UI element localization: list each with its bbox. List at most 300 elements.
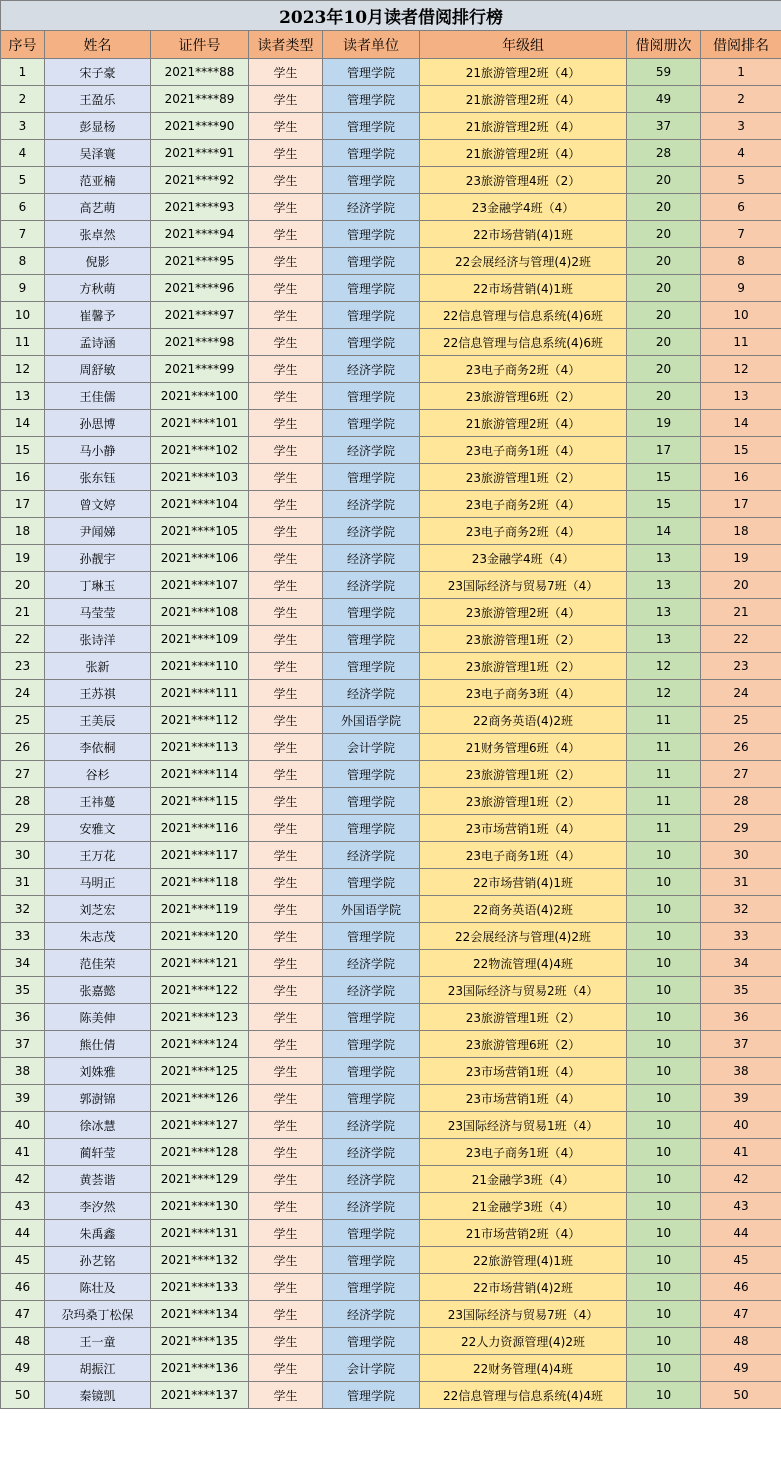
- table-row: [1, 302, 781, 329]
- cell-grade: 22旅游管理(4)1班: [420, 1247, 627, 1274]
- cell-grade: 21金融学3班（4）: [420, 1193, 627, 1220]
- cell-reader-unit: 管理学院: [323, 923, 420, 950]
- cell-reader-type: 学生: [249, 1085, 323, 1112]
- cell-seq: 16: [1, 464, 45, 491]
- cell-borrow-count: 10: [627, 869, 701, 896]
- cell-borrow-count: 20: [627, 329, 701, 356]
- cell-reader-unit: 经济学院: [323, 194, 420, 221]
- cell-reader-unit: 管理学院: [323, 626, 420, 653]
- cell-grade: 23电子商务1班（4）: [420, 437, 627, 464]
- cell-borrow-count: 12: [627, 680, 701, 707]
- cell-borrow-rank: 35: [701, 977, 781, 1004]
- cell-borrow-rank: 17: [701, 491, 781, 518]
- cell-borrow-rank: 32: [701, 896, 781, 923]
- cell-reader-unit: 会计学院: [323, 734, 420, 761]
- cell-id: 2021****106: [151, 545, 249, 572]
- cell-borrow-count: 10: [627, 896, 701, 923]
- cell-reader-type: 学生: [249, 437, 323, 464]
- cell-seq: 24: [1, 680, 45, 707]
- cell-grade: 23国际经济与贸易2班（4）: [420, 977, 627, 1004]
- cell-reader-type: 学生: [249, 383, 323, 410]
- cell-grade: 23国际经济与贸易7班（4）: [420, 1301, 627, 1328]
- cell-name: 王苏祺: [45, 680, 151, 707]
- table-row: [1, 1031, 781, 1058]
- table-row: [1, 923, 781, 950]
- cell-borrow-count: 11: [627, 734, 701, 761]
- cell-borrow-rank: 49: [701, 1355, 781, 1382]
- cell-name: 孙靓宇: [45, 545, 151, 572]
- cell-grade: 23电子商务3班（4）: [420, 680, 627, 707]
- cell-reader-unit: 管理学院: [323, 1274, 420, 1301]
- cell-name: 孙艺铭: [45, 1247, 151, 1274]
- header-borrow-rank: 借阅排名: [701, 31, 781, 59]
- cell-grade: 21旅游管理2班（4）: [420, 410, 627, 437]
- table-row: [1, 1193, 781, 1220]
- cell-grade: 23旅游管理2班（4）: [420, 599, 627, 626]
- cell-id: 2021****99: [151, 356, 249, 383]
- cell-grade: 23旅游管理1班（2）: [420, 626, 627, 653]
- cell-reader-type: 学生: [249, 788, 323, 815]
- cell-seq: 8: [1, 248, 45, 275]
- cell-seq: 19: [1, 545, 45, 572]
- cell-borrow-count: 10: [627, 1247, 701, 1274]
- table-row: [1, 950, 781, 977]
- cell-seq: 37: [1, 1031, 45, 1058]
- cell-name: 陈美伸: [45, 1004, 151, 1031]
- cell-borrow-rank: 36: [701, 1004, 781, 1031]
- cell-borrow-count: 11: [627, 788, 701, 815]
- table-row: [1, 1058, 781, 1085]
- table-row: [1, 1247, 781, 1274]
- cell-id: 2021****120: [151, 923, 249, 950]
- table-row: [1, 977, 781, 1004]
- cell-name: 宋子豪: [45, 59, 151, 86]
- cell-name: 胡振江: [45, 1355, 151, 1382]
- cell-reader-type: 学生: [249, 653, 323, 680]
- cell-grade: 22会展经济与管理(4)2班: [420, 923, 627, 950]
- cell-borrow-rank: 39: [701, 1085, 781, 1112]
- cell-borrow-count: 19: [627, 410, 701, 437]
- cell-seq: 44: [1, 1220, 45, 1247]
- cell-seq: 9: [1, 275, 45, 302]
- cell-name: 刘姝雅: [45, 1058, 151, 1085]
- cell-borrow-count: 13: [627, 626, 701, 653]
- cell-reader-type: 学生: [249, 356, 323, 383]
- table-row: [1, 653, 781, 680]
- cell-reader-type: 学生: [249, 734, 323, 761]
- table-row: [1, 572, 781, 599]
- cell-seq: 50: [1, 1382, 45, 1409]
- cell-reader-unit: 管理学院: [323, 464, 420, 491]
- cell-grade: 22信息管理与信息系统(4)4班: [420, 1382, 627, 1409]
- cell-name: 李汐然: [45, 1193, 151, 1220]
- cell-seq: 32: [1, 896, 45, 923]
- cell-reader-type: 学生: [249, 1274, 323, 1301]
- cell-id: 2021****100: [151, 383, 249, 410]
- cell-id: 2021****112: [151, 707, 249, 734]
- cell-grade: 23旅游管理6班（2）: [420, 1031, 627, 1058]
- table-row: [1, 329, 781, 356]
- cell-borrow-rank: 44: [701, 1220, 781, 1247]
- cell-borrow-rank: 41: [701, 1139, 781, 1166]
- cell-reader-unit: 经济学院: [323, 356, 420, 383]
- cell-reader-unit: 管理学院: [323, 1247, 420, 1274]
- cell-name: 王盈乐: [45, 86, 151, 113]
- cell-grade: 23金融学4班（4）: [420, 194, 627, 221]
- cell-id: 2021****123: [151, 1004, 249, 1031]
- cell-reader-unit: 经济学院: [323, 1112, 420, 1139]
- cell-reader-type: 学生: [249, 59, 323, 86]
- cell-grade: 22市场营销(4)1班: [420, 221, 627, 248]
- table-row: [1, 437, 781, 464]
- cell-reader-type: 学生: [249, 275, 323, 302]
- table-row: [1, 1274, 781, 1301]
- cell-seq: 46: [1, 1274, 45, 1301]
- cell-name: 安雅文: [45, 815, 151, 842]
- cell-borrow-rank: 50: [701, 1382, 781, 1409]
- cell-id: 2021****98: [151, 329, 249, 356]
- cell-reader-unit: 管理学院: [323, 113, 420, 140]
- cell-reader-unit: 管理学院: [323, 275, 420, 302]
- cell-name: 郭澍锦: [45, 1085, 151, 1112]
- cell-seq: 31: [1, 869, 45, 896]
- table-row: [1, 518, 781, 545]
- cell-reader-type: 学生: [249, 1301, 323, 1328]
- cell-name: 李依桐: [45, 734, 151, 761]
- cell-reader-unit: 经济学院: [323, 545, 420, 572]
- cell-borrow-rank: 22: [701, 626, 781, 653]
- cell-id: 2021****96: [151, 275, 249, 302]
- cell-reader-type: 学生: [249, 923, 323, 950]
- cell-name: 崔馨予: [45, 302, 151, 329]
- cell-borrow-rank: 11: [701, 329, 781, 356]
- cell-id: 2021****90: [151, 113, 249, 140]
- table-row: [1, 167, 781, 194]
- cell-borrow-count: 20: [627, 221, 701, 248]
- table-row: [1, 248, 781, 275]
- cell-borrow-rank: 9: [701, 275, 781, 302]
- cell-borrow-rank: 10: [701, 302, 781, 329]
- table-row: [1, 221, 781, 248]
- cell-borrow-rank: 5: [701, 167, 781, 194]
- table-row: [1, 869, 781, 896]
- cell-reader-unit: 管理学院: [323, 410, 420, 437]
- cell-reader-type: 学生: [249, 86, 323, 113]
- cell-id: 2021****124: [151, 1031, 249, 1058]
- cell-borrow-count: 37: [627, 113, 701, 140]
- table-row: [1, 842, 781, 869]
- cell-borrow-rank: 28: [701, 788, 781, 815]
- cell-id: 2021****122: [151, 977, 249, 1004]
- table-row: [1, 356, 781, 383]
- header-row: [1, 31, 781, 59]
- cell-reader-type: 学生: [249, 1031, 323, 1058]
- cell-name: 孙思博: [45, 410, 151, 437]
- cell-borrow-count: 20: [627, 167, 701, 194]
- cell-reader-unit: 经济学院: [323, 491, 420, 518]
- cell-borrow-rank: 16: [701, 464, 781, 491]
- cell-borrow-count: 10: [627, 1193, 701, 1220]
- cell-reader-type: 学生: [249, 1058, 323, 1085]
- cell-id: 2021****133: [151, 1274, 249, 1301]
- cell-borrow-count: 13: [627, 599, 701, 626]
- cell-seq: 43: [1, 1193, 45, 1220]
- cell-borrow-count: 15: [627, 491, 701, 518]
- cell-seq: 40: [1, 1112, 45, 1139]
- cell-name: 周舒敏: [45, 356, 151, 383]
- cell-id: 2021****130: [151, 1193, 249, 1220]
- cell-reader-type: 学生: [249, 302, 323, 329]
- cell-seq: 7: [1, 221, 45, 248]
- cell-seq: 41: [1, 1139, 45, 1166]
- cell-grade: 23旅游管理1班（2）: [420, 761, 627, 788]
- cell-id: 2021****88: [151, 59, 249, 86]
- cell-borrow-count: 49: [627, 86, 701, 113]
- cell-id: 2021****93: [151, 194, 249, 221]
- cell-reader-type: 学生: [249, 491, 323, 518]
- cell-id: 2021****134: [151, 1301, 249, 1328]
- cell-grade: 21市场营销2班（4）: [420, 1220, 627, 1247]
- cell-name: 熊仕倩: [45, 1031, 151, 1058]
- cell-id: 2021****116: [151, 815, 249, 842]
- cell-reader-unit: 管理学院: [323, 167, 420, 194]
- header-seq: 序号: [1, 31, 45, 59]
- table-row: [1, 1382, 781, 1409]
- cell-borrow-rank: 24: [701, 680, 781, 707]
- cell-reader-unit: 管理学院: [323, 383, 420, 410]
- cell-id: 2021****95: [151, 248, 249, 275]
- cell-reader-unit: 管理学院: [323, 140, 420, 167]
- cell-id: 2021****136: [151, 1355, 249, 1382]
- cell-borrow-rank: 15: [701, 437, 781, 464]
- cell-id: 2021****128: [151, 1139, 249, 1166]
- cell-seq: 27: [1, 761, 45, 788]
- cell-id: 2021****110: [151, 653, 249, 680]
- cell-name: 马小静: [45, 437, 151, 464]
- cell-borrow-count: 10: [627, 950, 701, 977]
- cell-seq: 49: [1, 1355, 45, 1382]
- cell-grade: 23电子商务1班（4）: [420, 1139, 627, 1166]
- cell-borrow-count: 10: [627, 1328, 701, 1355]
- cell-borrow-rank: 25: [701, 707, 781, 734]
- cell-name: 尕玛桑丁松保: [45, 1301, 151, 1328]
- cell-borrow-rank: 13: [701, 383, 781, 410]
- cell-borrow-count: 20: [627, 383, 701, 410]
- cell-grade: 22财务管理(4)4班: [420, 1355, 627, 1382]
- cell-borrow-rank: 4: [701, 140, 781, 167]
- cell-borrow-count: 20: [627, 248, 701, 275]
- cell-name: 朱禹鑫: [45, 1220, 151, 1247]
- cell-reader-type: 学生: [249, 896, 323, 923]
- cell-seq: 30: [1, 842, 45, 869]
- cell-grade: 23电子商务2班（4）: [420, 518, 627, 545]
- table-row: [1, 1085, 781, 1112]
- cell-borrow-count: 13: [627, 545, 701, 572]
- cell-borrow-rank: 12: [701, 356, 781, 383]
- cell-borrow-count: 10: [627, 1355, 701, 1382]
- cell-reader-unit: 管理学院: [323, 815, 420, 842]
- cell-name: 王美辰: [45, 707, 151, 734]
- header-borrow-count: 借阅册次: [627, 31, 701, 59]
- cell-id: 2021****92: [151, 167, 249, 194]
- cell-reader-unit: 管理学院: [323, 59, 420, 86]
- cell-id: 2021****101: [151, 410, 249, 437]
- cell-id: 2021****91: [151, 140, 249, 167]
- cell-borrow-rank: 19: [701, 545, 781, 572]
- table-row: [1, 545, 781, 572]
- cell-reader-unit: 管理学院: [323, 1328, 420, 1355]
- cell-borrow-count: 10: [627, 842, 701, 869]
- cell-seq: 42: [1, 1166, 45, 1193]
- cell-name: 蔺轩莹: [45, 1139, 151, 1166]
- cell-reader-type: 学生: [249, 545, 323, 572]
- table-row: [1, 275, 781, 302]
- cell-id: 2021****94: [151, 221, 249, 248]
- cell-id: 2021****135: [151, 1328, 249, 1355]
- cell-name: 秦镜凯: [45, 1382, 151, 1409]
- cell-reader-type: 学生: [249, 1382, 323, 1409]
- cell-grade: 23市场营销1班（4）: [420, 1085, 627, 1112]
- cell-borrow-rank: 46: [701, 1274, 781, 1301]
- cell-id: 2021****114: [151, 761, 249, 788]
- cell-seq: 21: [1, 599, 45, 626]
- cell-name: 黄荟谐: [45, 1166, 151, 1193]
- cell-name: 刘芝宏: [45, 896, 151, 923]
- cell-id: 2021****109: [151, 626, 249, 653]
- cell-reader-type: 学生: [249, 1220, 323, 1247]
- cell-borrow-count: 10: [627, 977, 701, 1004]
- cell-grade: 23旅游管理1班（2）: [420, 1004, 627, 1031]
- cell-grade: 22市场营销(4)2班: [420, 1274, 627, 1301]
- cell-name: 朱志茂: [45, 923, 151, 950]
- cell-name: 曾文婷: [45, 491, 151, 518]
- cell-borrow-rank: 18: [701, 518, 781, 545]
- cell-seq: 45: [1, 1247, 45, 1274]
- cell-reader-unit: 经济学院: [323, 680, 420, 707]
- cell-borrow-rank: 42: [701, 1166, 781, 1193]
- cell-reader-unit: 管理学院: [323, 1085, 420, 1112]
- cell-id: 2021****108: [151, 599, 249, 626]
- cell-borrow-rank: 21: [701, 599, 781, 626]
- cell-reader-type: 学生: [249, 572, 323, 599]
- cell-grade: 23旅游管理6班（2）: [420, 383, 627, 410]
- cell-seq: 28: [1, 788, 45, 815]
- cell-borrow-rank: 47: [701, 1301, 781, 1328]
- cell-seq: 6: [1, 194, 45, 221]
- cell-seq: 39: [1, 1085, 45, 1112]
- cell-reader-unit: 会计学院: [323, 1355, 420, 1382]
- cell-grade: 22信息管理与信息系统(4)6班: [420, 302, 627, 329]
- table-row: [1, 734, 781, 761]
- cell-reader-type: 学生: [249, 869, 323, 896]
- cell-borrow-count: 12: [627, 653, 701, 680]
- cell-reader-type: 学生: [249, 167, 323, 194]
- cell-id: 2021****129: [151, 1166, 249, 1193]
- cell-borrow-count: 10: [627, 1382, 701, 1409]
- table-row: [1, 1328, 781, 1355]
- cell-borrow-count: 11: [627, 815, 701, 842]
- cell-reader-unit: 管理学院: [323, 1058, 420, 1085]
- cell-name: 陈壮及: [45, 1274, 151, 1301]
- cell-reader-type: 学生: [249, 977, 323, 1004]
- cell-borrow-rank: 38: [701, 1058, 781, 1085]
- cell-seq: 13: [1, 383, 45, 410]
- cell-borrow-count: 11: [627, 761, 701, 788]
- table-row: [1, 599, 781, 626]
- cell-reader-type: 学生: [249, 410, 323, 437]
- cell-seq: 14: [1, 410, 45, 437]
- table-row: [1, 680, 781, 707]
- cell-reader-type: 学生: [249, 950, 323, 977]
- cell-id: 2021****119: [151, 896, 249, 923]
- cell-reader-type: 学生: [249, 221, 323, 248]
- cell-reader-type: 学生: [249, 194, 323, 221]
- cell-grade: 23旅游管理1班（2）: [420, 788, 627, 815]
- cell-reader-unit: 经济学院: [323, 1166, 420, 1193]
- cell-name: 王一童: [45, 1328, 151, 1355]
- cell-name: 王祎蔓: [45, 788, 151, 815]
- cell-seq: 4: [1, 140, 45, 167]
- cell-borrow-count: 10: [627, 1220, 701, 1247]
- cell-seq: 22: [1, 626, 45, 653]
- cell-grade: 23电子商务2班（4）: [420, 356, 627, 383]
- cell-borrow-rank: 2: [701, 86, 781, 113]
- cell-seq: 20: [1, 572, 45, 599]
- cell-borrow-rank: 27: [701, 761, 781, 788]
- cell-seq: 5: [1, 167, 45, 194]
- cell-reader-type: 学生: [249, 1193, 323, 1220]
- cell-grade: 22人力资源管理(4)2班: [420, 1328, 627, 1355]
- cell-reader-type: 学生: [249, 1004, 323, 1031]
- cell-name: 倪影: [45, 248, 151, 275]
- cell-name: 尹闻娣: [45, 518, 151, 545]
- table-row: [1, 1166, 781, 1193]
- cell-name: 彭显杨: [45, 113, 151, 140]
- cell-grade: 23旅游管理4班（2）: [420, 167, 627, 194]
- cell-name: 吴泽寰: [45, 140, 151, 167]
- cell-borrow-count: 10: [627, 1004, 701, 1031]
- cell-name: 高艺萌: [45, 194, 151, 221]
- cell-borrow-rank: 8: [701, 248, 781, 275]
- cell-borrow-count: 20: [627, 302, 701, 329]
- cell-grade: 23旅游管理1班（2）: [420, 464, 627, 491]
- cell-borrow-count: 59: [627, 59, 701, 86]
- cell-borrow-count: 10: [627, 1166, 701, 1193]
- cell-borrow-count: 20: [627, 194, 701, 221]
- table-row: [1, 896, 781, 923]
- cell-grade: 23国际经济与贸易7班（4）: [420, 572, 627, 599]
- cell-reader-type: 学生: [249, 707, 323, 734]
- cell-borrow-count: 10: [627, 1058, 701, 1085]
- table-row: [1, 1139, 781, 1166]
- cell-id: 2021****89: [151, 86, 249, 113]
- cell-borrow-count: 10: [627, 1301, 701, 1328]
- cell-borrow-count: 20: [627, 356, 701, 383]
- cell-reader-unit: 管理学院: [323, 761, 420, 788]
- cell-grade: 21旅游管理2班（4）: [420, 86, 627, 113]
- cell-id: 2021****127: [151, 1112, 249, 1139]
- cell-grade: 23电子商务2班（4）: [420, 491, 627, 518]
- cell-borrow-rank: 3: [701, 113, 781, 140]
- cell-borrow-rank: 34: [701, 950, 781, 977]
- cell-reader-unit: 管理学院: [323, 599, 420, 626]
- table-row: [1, 113, 781, 140]
- cell-reader-unit: 管理学院: [323, 788, 420, 815]
- cell-borrow-count: 17: [627, 437, 701, 464]
- cell-borrow-rank: 6: [701, 194, 781, 221]
- cell-borrow-rank: 14: [701, 410, 781, 437]
- cell-grade: 21金融学3班（4）: [420, 1166, 627, 1193]
